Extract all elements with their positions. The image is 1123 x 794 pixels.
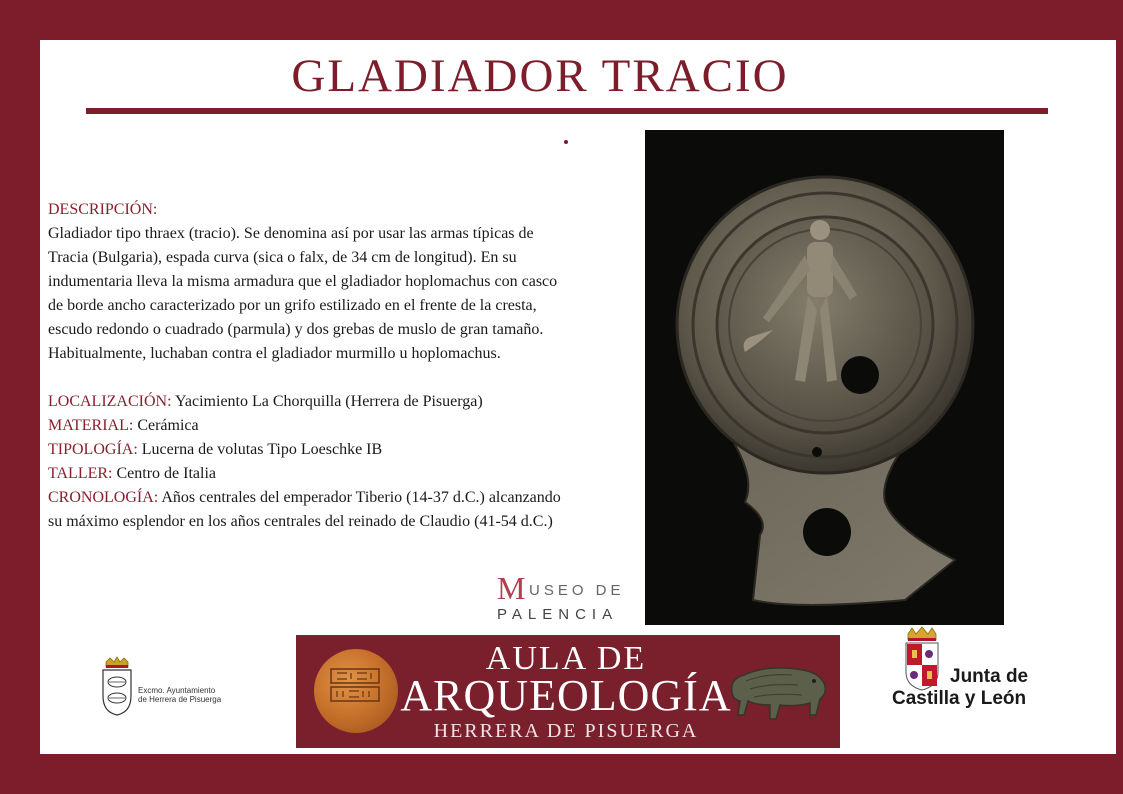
aula-line2: ARQUEOLOGÍA bbox=[400, 671, 732, 720]
museo-initial: M bbox=[497, 570, 526, 606]
field-value: Lucerna de volutas Tipo Loeschke IB bbox=[137, 441, 383, 458]
lamp-photo bbox=[645, 130, 1004, 625]
aula-arqueologia-banner bbox=[296, 635, 840, 748]
field-material bbox=[48, 414, 568, 438]
description-label: DESCRIPCIÓN: bbox=[48, 201, 158, 218]
spacer bbox=[48, 366, 568, 390]
ayuntamiento-logo bbox=[100, 656, 260, 716]
field-value: Centro de Italia bbox=[112, 465, 216, 482]
aula-line1: AULA DE bbox=[485, 640, 647, 677]
museo-line2: PALENCIA bbox=[497, 606, 619, 623]
bronze-boar-icon bbox=[726, 649, 830, 731]
field-value: Años centrales del emperador Tiberio (14-37 d.C.) alcanzando su máximo esplendor en los años centrales del reinado de Claudio (41-54 d.C.) bbox=[48, 489, 561, 530]
field-localizacion bbox=[48, 390, 568, 414]
field-label: TIPOLOGÍA: bbox=[48, 441, 138, 458]
title-divider bbox=[86, 108, 1048, 114]
junta-line2: Castilla y León bbox=[892, 688, 1027, 709]
decorative-dot bbox=[564, 140, 568, 144]
field-label: MATERIAL: bbox=[48, 417, 134, 434]
ayuntamiento-line2: de Herrera de Pisuerga bbox=[138, 695, 222, 704]
ayuntamiento-crest-icon bbox=[100, 656, 134, 716]
info-text-block bbox=[48, 198, 568, 534]
field-label: LOCALIZACIÓN: bbox=[48, 393, 172, 410]
oil-lamp-image bbox=[645, 130, 1004, 625]
junta-castilla-leon-logo bbox=[890, 626, 1040, 716]
field-value: Cerámica bbox=[133, 417, 199, 434]
aula-line3: HERRERA DE PISUERGA bbox=[433, 720, 699, 742]
field-taller bbox=[48, 462, 568, 486]
museo-line1: USEO DE bbox=[529, 582, 625, 599]
junta-line1: Junta de bbox=[950, 666, 1029, 687]
page-title: GLADIADOR TRACIO bbox=[291, 50, 789, 102]
field-label: CRONOLOGÍA: bbox=[48, 489, 159, 506]
ayuntamiento-line1: Excmo. Ayuntamiento bbox=[138, 686, 216, 695]
ayuntamiento-text bbox=[138, 686, 221, 704]
field-cronologia bbox=[48, 486, 568, 534]
field-tipologia bbox=[48, 438, 568, 462]
museo-palencia-logo bbox=[497, 570, 647, 630]
field-label: TALLER: bbox=[48, 465, 113, 482]
stamp-seal-icon bbox=[329, 665, 381, 705]
field-value: Yacimiento La Chorquilla (Herrera de Pisuerga) bbox=[171, 393, 483, 410]
castilla-leon-shield-icon bbox=[900, 626, 944, 692]
description-text: Gladiador tipo thraex (tracio). Se denomina así por usar las armas típicas de Tracia (Bulgaria), espada curva (sica o falx, de 34 cm de longitud). En su indumentaria lleva la misma armadura que el gladiador hoplomachus con casco de borde ancho caracterizado por un grifo estilizado en el frente de la cresta, escudo redondo o cuadrado (parmula) y dos grebas de muslo de gran tamaño. Habitualmente, luchaban contra el gladiador murmillo u hoplomachus. bbox=[48, 225, 558, 362]
